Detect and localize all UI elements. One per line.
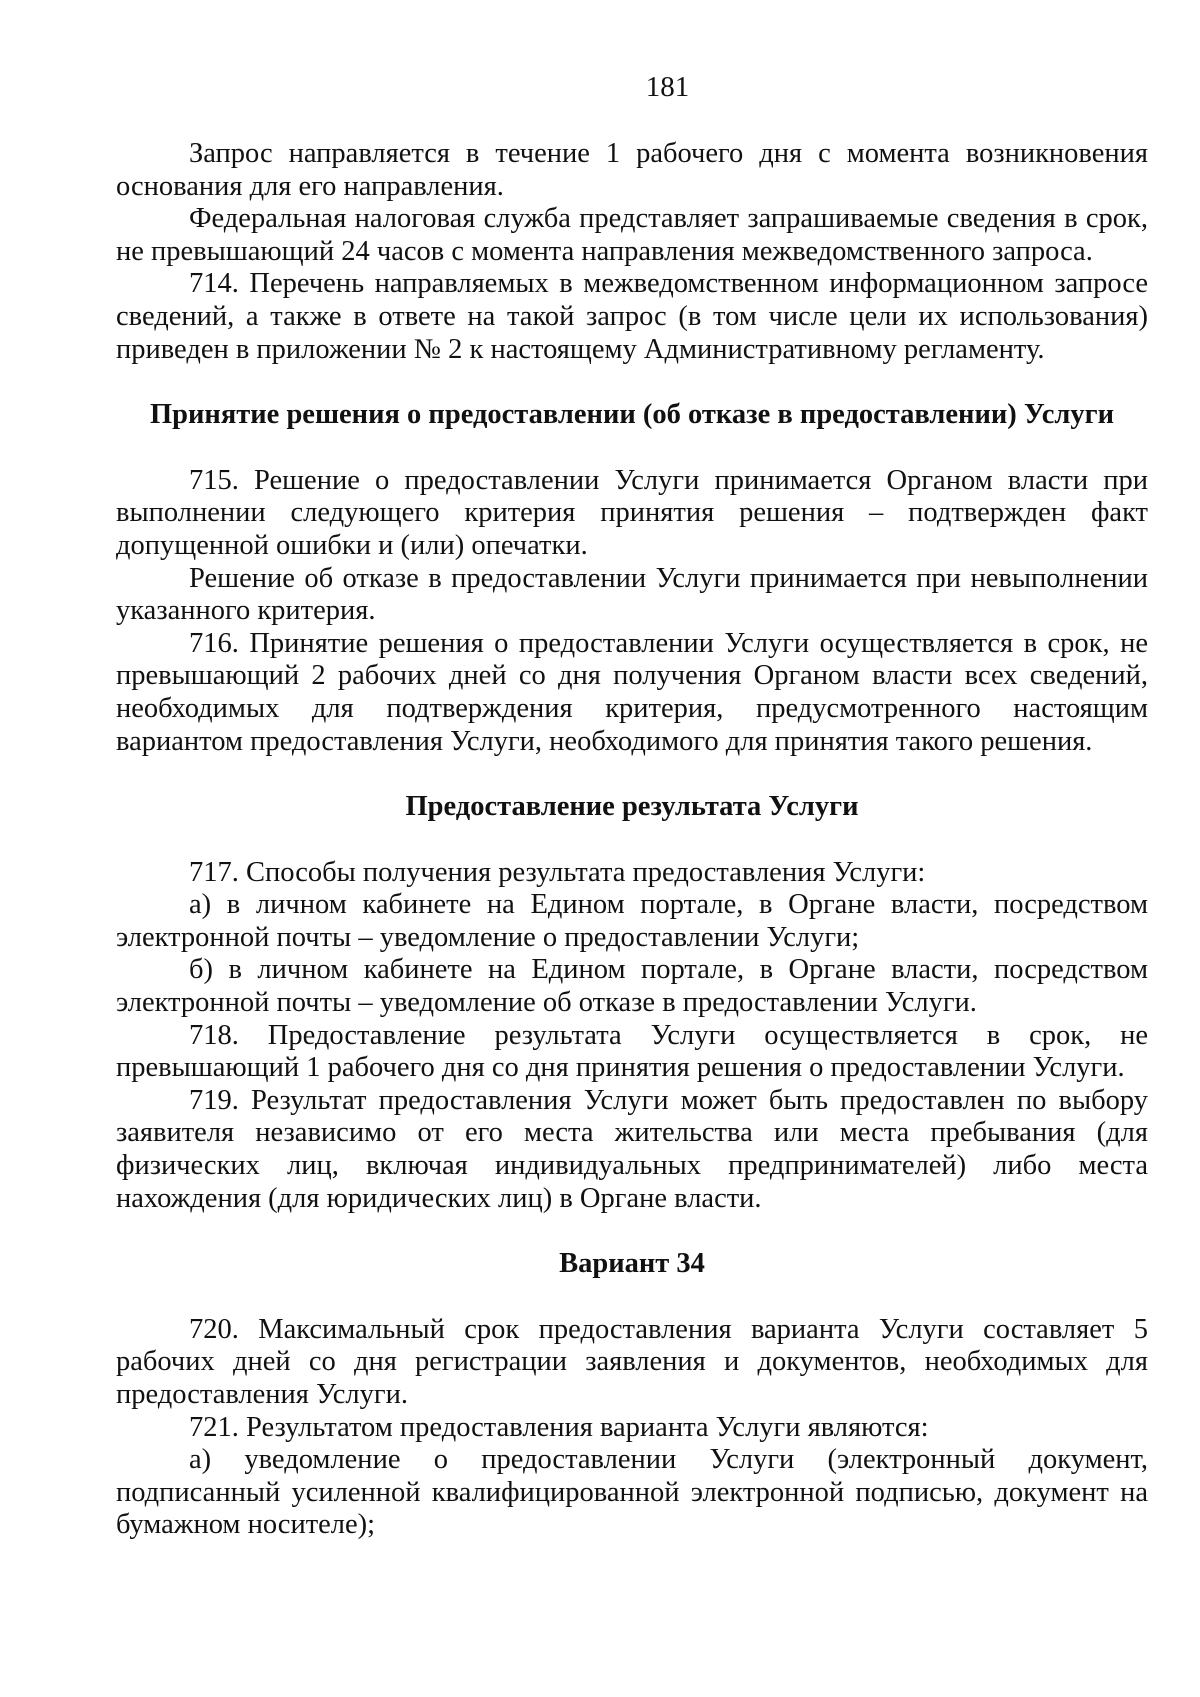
- paragraph-718: 718. Предоставление результата Услуги осуществляется в срок, не превышающий 1 рабочего дня со дня принятия решения о предоставлении Услуги.: [116, 1019, 1148, 1084]
- paragraph-716: 716. Принятие решения о предоставлении Услуги осуществляется в срок, не превышающий 2 рабочих дней со дня получения Органом власти всех сведений, необходимых для подтверждения критерия, предусмотренного настоящим вариантом предоставления Услуги, необходимого для принятия такого решения.: [116, 627, 1148, 757]
- paragraph-refusal: Решение об отказе в предоставлении Услуги принимается при невыполнении указанного критерия.: [116, 562, 1148, 627]
- paragraph-714: 714. Перечень направляемых в межведомственном информационном запросе сведений, а также в ответе на такой запрос (в том числе цели их использования) приведен в приложении № 2 к настоящему Административному регламенту.: [116, 268, 1148, 365]
- spacer: [116, 432, 1148, 465]
- paragraph-715: 715. Решение о предоставлении Услуги принимается Органом власти при выполнении следующего критерия принятия решения – подтвержден факт допущенной ошибки и (или) опечатки.: [116, 464, 1148, 561]
- section-heading-decision: Принятие решения о предоставлении (об отказе в предоставлении) Услуги: [149, 399, 1114, 431]
- paragraph-721: 721. Результатом предоставления варианта Услуги являются:: [189, 1411, 929, 1443]
- page-number: 181: [645, 71, 690, 103]
- list-item-b: б) в личном кабинете на Едином портале, в Органе власти, посредством электронной почты – уведомление об отказе в предоставлении Услуги.: [116, 954, 1148, 1019]
- spacer: [116, 366, 1148, 399]
- section-heading-result: Предоставление результата Услуги: [405, 791, 859, 823]
- spacer: [116, 758, 1148, 791]
- spacer: [116, 1281, 1148, 1314]
- section-heading-variant: Вариант 34: [559, 1248, 705, 1280]
- spacer: [116, 1215, 1148, 1248]
- paragraph-719: 719. Результат предоставления Услуги может быть предоставлен по выбору заявителя независимо от его места жительства или места пребывания (для физических лиц, включая индивидуальных предпринимателей) либо места нахождения (для юридических лиц) в Органе власти.: [116, 1084, 1148, 1214]
- paragraph-request-timing: Запрос направляется в течение 1 рабочего дня с момента возникновения основания для его направления.: [116, 138, 1148, 202]
- list-item-a: а) уведомление о предоставлении Услуги (электронный документ, подписанный усиленной квалифицированной электронной подписью, документ на бумажном носителе);: [116, 1444, 1148, 1541]
- paragraph-720: 720. Максимальный срок предоставления варианта Услуги составляет 5 рабочих дней со дня регистрации заявления и документов, необходимых для предоставления Услуги.: [116, 1313, 1148, 1410]
- list-item-a: а) в личном кабинете на Едином портале, в Органе власти, посредством электронной почты – уведомление о предоставлении Услуги;: [116, 889, 1148, 953]
- paragraph-717: 717. Способы получения результата предоставления Услуги:: [189, 856, 926, 888]
- paragraph-fns-response: Федеральная налоговая служба представляет запрашиваемые сведения в срок, не превышающий 24 часов с момента направления межведомственного запроса.: [116, 203, 1148, 267]
- spacer: [116, 824, 1148, 857]
- document-body: [116, 138, 1148, 1542]
